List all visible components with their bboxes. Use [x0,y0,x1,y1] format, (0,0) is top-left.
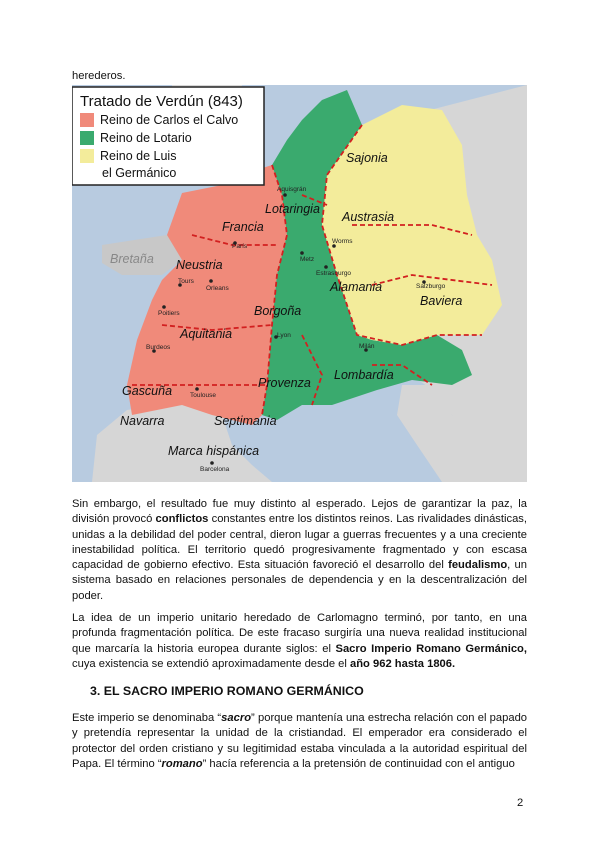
label-sajonia: Sajonia [346,151,388,165]
verdun-map [72,85,527,482]
para1-text-3: , un sistema basado en relaciones personales de dependencia y en la descentralización del poder. [72,559,527,602]
legend-label-louis: Reino de Luis [100,149,177,163]
section-heading: 3. EL SACRO IMPERIO ROMANO GERMÁNICO [90,684,364,698]
city-dot [210,461,214,465]
para1-bold-feudalismo: feudalismo [448,559,508,572]
legend-swatch-charles [80,113,94,127]
label-francia: Francia [222,220,264,234]
label-marca: Marca hispánica [168,444,260,458]
top-text: herederos. [72,70,126,82]
label-austrasia: Austrasia [342,210,395,224]
city-orleans: Orleans [206,285,229,292]
legend-title: Tratado de Verdún (843) [80,93,243,110]
city-metz: Metz [300,256,315,263]
city-aquisgran: Aquisgrán [277,186,307,193]
city-dot [162,305,166,309]
label-navarra: Navarra [120,414,165,428]
paragraph-2 [72,611,527,672]
para2-bold-years: año 962 hasta 1806. [350,657,456,670]
city-salzburgo: Salzburgo [416,283,446,290]
label-aquitania: Aquitania [180,327,233,341]
city-dot [324,265,328,269]
para3-text-3: ” hacía referencia a la pretensión de continuidad con el antiguo [202,757,515,770]
label-borgona: Borgoña [254,304,302,318]
city-milan: Milán [359,343,375,350]
city-lyon: Lyon [277,332,291,339]
para1-text-1: Sin embargo, el resultado fue muy distinto al esperado. Lejos de garantizar la paz, la división provocó [72,498,527,526]
label-provenza: Provenza [258,376,311,390]
city-dot [195,387,199,391]
label-lotaringia: Lotaringia [265,202,320,216]
city-estrasburgo: Estrasburgo [316,270,352,277]
city-burdeos: Burdeos [146,344,171,351]
legend-label-lothar: Reino de Lotario [100,131,192,145]
city-worms: Worms [332,238,353,245]
para3-bold-sacro: sacro [221,712,252,724]
page-number: 2 [517,797,524,809]
city-poitiers: Poitiers [158,310,180,317]
city-barcelona: Barcelona [200,466,230,473]
legend-swatch-louis [80,149,94,163]
city-dot [300,251,304,255]
city-toulouse: Toulouse [190,392,217,399]
legend-label-louis-2: el Germánico [102,166,177,180]
city-paris: París [232,243,248,250]
label-septimania: Septimania [214,414,277,428]
city-dot [283,193,287,197]
para2-text-1: La idea de un imperio unitario heredado de Carlomagno terminó, por tanto, en una profunda fragmentación política. De este fracaso surgiría una nueva realidad institucional que marcaría la historia europea durante siglos: el [72,612,527,655]
legend-swatch-lothar [80,131,94,145]
para2-bold-sacro-imperio: Sacro Imperio Romano Germánico, [335,642,527,655]
label-gascuna: Gascuña [122,384,173,398]
city-dot [209,279,213,283]
para2-text-2: cuya existencia se extendió aproximadamente desde el [72,657,350,670]
label-baviera: Baviera [420,294,463,308]
para3-bold-romano: romano [161,757,203,770]
paragraph-3 [72,711,527,772]
label-lombardia: Lombardía [334,368,394,382]
city-tours: Tours [178,278,194,285]
legend-label-charles: Reino de Carlos el Calvo [100,113,239,127]
paragraph-1 [72,497,527,604]
para1-text-2: constantes entre los distintos reinos. Las rivalidades dinásticas, unidas a la debilidad del poder central, dieron lugar a guerras frecuentes y a una creciente inestabilidad política. El territorio quedó progresivamente fragmentado y con escasa capacidad de gobierno efectivo. Esta situación favoreció el desarrollo del [72,513,527,572]
label-bretana: Bretaña [110,252,154,266]
label-alamania: Alamania [330,280,383,294]
para3-text-2: ” porque mantenía una estrecha relación con el papado y pretendía representar la unidad de la cristiandad. El emperador era considerado el protector del orden cristiano y su legitimidad estaba vinculada a la autoridad espiritual del Papa. El término “ [72,712,528,770]
para1-bold-conflictos: conflictos [155,513,209,526]
label-neustria: Neustria [176,258,223,272]
para3-text-1: Este imperio se denominaba “ [72,712,222,724]
